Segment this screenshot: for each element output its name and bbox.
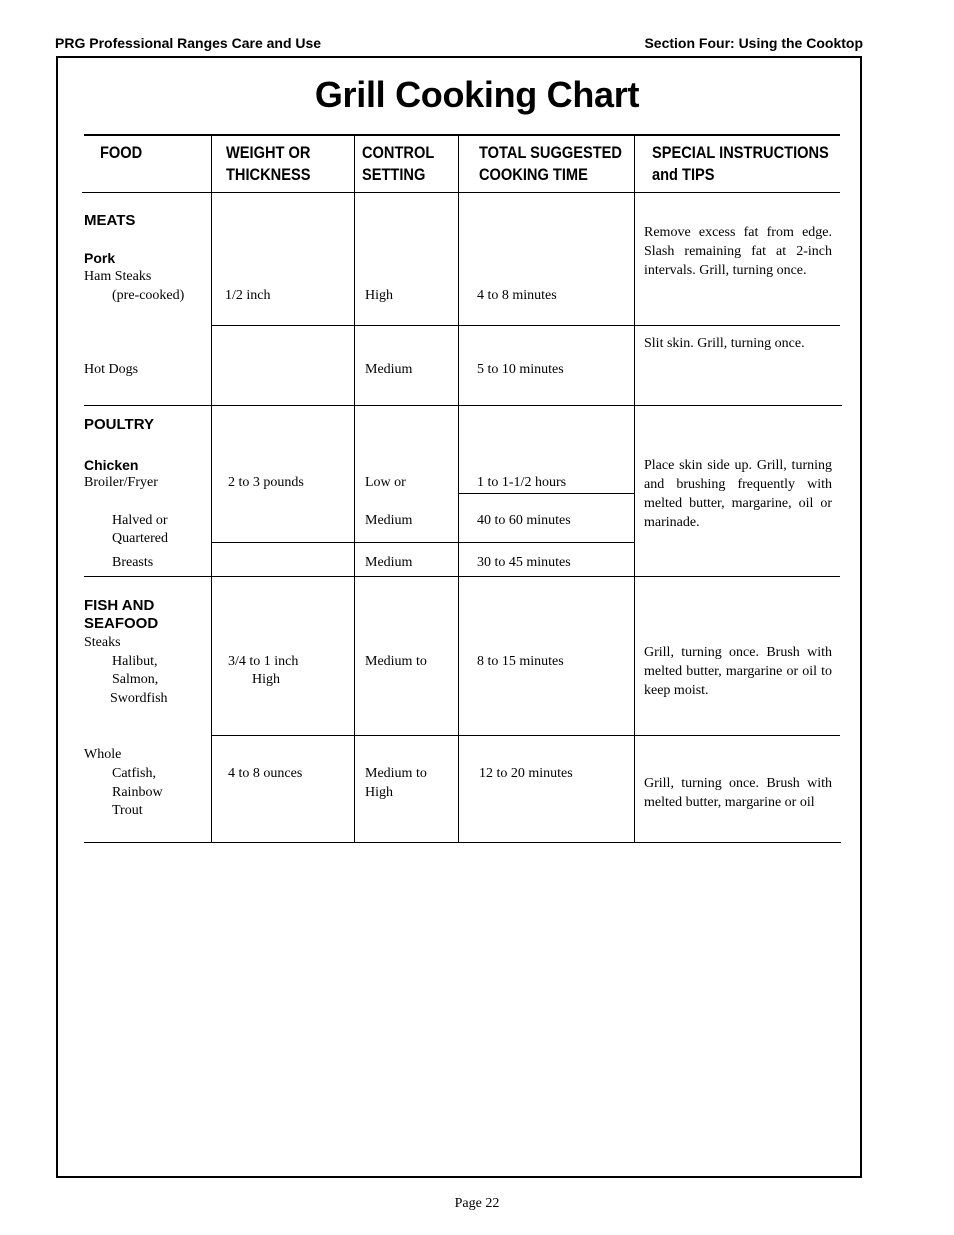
running-header-right: Section Four: Using the Cooktop xyxy=(644,35,863,51)
food-ham-steaks: Ham Steaks xyxy=(84,269,152,284)
control-broiler-line2: Medium xyxy=(365,513,413,528)
tips-chicken: Place skin side up. Grill, turning and brushing frequently with melted butter, margarine, oil or marinade. xyxy=(644,458,832,530)
col-header-weight-line2: THICKNESS xyxy=(226,165,311,184)
control-steaks: Medium to xyxy=(365,654,427,669)
subcategory-chicken: Chicken xyxy=(84,457,139,473)
tips-ham: Remove excess fat from edge. Slash remaining fat at 2-inch intervals. Grill, turning once. xyxy=(644,225,832,278)
control-whole-line1: Medium to xyxy=(365,766,427,781)
row-rule-hotdogs xyxy=(84,405,842,406)
row-rule-poultry-time xyxy=(459,493,634,494)
weight-steaks-high: High xyxy=(252,672,280,687)
time-ham: 4 to 8 minutes xyxy=(477,288,557,303)
control-whole-line2: High xyxy=(365,785,393,800)
time-hot-dogs: 5 to 10 minutes xyxy=(477,362,564,377)
category-fish-line2: SEAFOOD xyxy=(84,615,159,632)
weight-whole: 4 to 8 ounces xyxy=(228,766,303,781)
page-title: Grill Cooking Chart xyxy=(314,74,640,115)
running-header-left: PRG Professional Ranges Care and Use xyxy=(55,35,322,51)
col-rule-2 xyxy=(354,135,355,842)
control-breasts: Medium xyxy=(365,555,413,570)
control-ham: High xyxy=(365,288,393,303)
time-whole: 12 to 20 minutes xyxy=(479,766,573,781)
food-breasts: Breasts xyxy=(112,555,154,570)
col-header-weight-line1: WEIGHT OR xyxy=(226,143,311,162)
time-steaks: 8 to 15 minutes xyxy=(477,654,564,669)
col-rule-3 xyxy=(458,135,459,842)
col-rule-4 xyxy=(634,135,635,842)
category-meats: MEATS xyxy=(84,212,136,229)
col-header-control-line2: SETTING xyxy=(362,165,426,184)
time-broiler-halved: 40 to 60 minutes xyxy=(477,513,571,528)
weight-steaks: 3/4 to 1 inch xyxy=(228,654,299,669)
category-poultry: POULTRY xyxy=(84,416,154,433)
table-bottom-rule xyxy=(84,842,841,843)
food-steaks: Steaks xyxy=(84,635,121,650)
col-rule-1 xyxy=(211,135,212,842)
food-whole: Whole xyxy=(84,747,122,762)
category-fish-line1: FISH AND xyxy=(84,597,155,614)
col-header-food: FOOD xyxy=(100,143,143,162)
row-rule-ham xyxy=(211,325,840,326)
time-breasts: 30 to 45 minutes xyxy=(477,555,571,570)
food-ham-precooked: (pre-cooked) xyxy=(112,288,185,303)
time-broiler-whole: 1 to 1-1/2 hours xyxy=(477,475,567,490)
header-bottom-rule xyxy=(82,192,840,193)
row-rule-poultry xyxy=(84,576,840,577)
food-swordfish: Swordfish xyxy=(110,691,168,706)
food-hot-dogs: Hot Dogs xyxy=(84,362,139,377)
page-number: Page 22 xyxy=(454,1196,500,1211)
food-salmon: Salmon, xyxy=(112,672,159,687)
food-broiler-fryer: Broiler/Fryer xyxy=(84,475,158,490)
col-header-tips-line1: SPECIAL INSTRUCTIONS xyxy=(652,143,829,162)
weight-broiler: 2 to 3 pounds xyxy=(228,475,304,490)
control-hot-dogs: Medium xyxy=(365,362,413,377)
food-catfish: Catfish, xyxy=(112,766,156,781)
col-header-time-line1: TOTAL SUGGESTED xyxy=(479,143,622,162)
food-trout: Trout xyxy=(112,803,143,818)
col-header-tips-line2: and TIPS xyxy=(652,165,715,184)
tips-whole: Grill, turning once. Brush with melted butter, margarine or oil xyxy=(644,776,832,810)
tips-steaks: Grill, turning once. Brush with melted butter, margarine or oil to keep moist. xyxy=(644,645,832,698)
tips-hot-dogs: Slit skin. Grill, turning once. xyxy=(644,336,805,351)
row-rule-breasts xyxy=(211,542,634,543)
food-quartered: Quartered xyxy=(112,531,168,546)
col-header-control-line1: CONTROL xyxy=(362,143,435,162)
col-header-time-line2: COOKING TIME xyxy=(479,165,588,184)
control-broiler-line1: Low or xyxy=(365,475,406,490)
food-rainbow: Rainbow xyxy=(112,785,163,800)
food-halved: Halved or xyxy=(112,513,168,528)
subcategory-pork: Pork xyxy=(84,250,116,266)
food-halibut: Halibut, xyxy=(112,654,158,669)
weight-ham: 1/2 inch xyxy=(225,288,271,303)
row-rule-steaks xyxy=(211,735,840,736)
table-top-rule xyxy=(84,134,840,136)
